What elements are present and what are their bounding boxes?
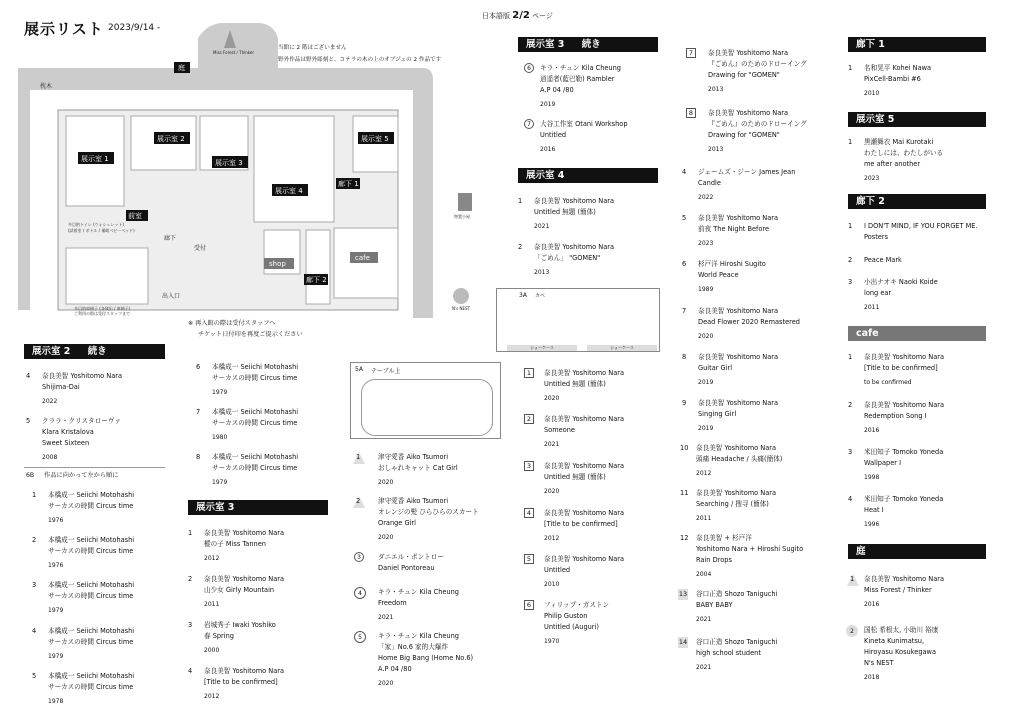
item-number: 1	[848, 138, 853, 146]
room-label-2: 展示室 2	[157, 135, 185, 143]
item-number: 2	[848, 401, 853, 409]
item-number: 8	[682, 353, 687, 361]
item-number: 8	[196, 453, 201, 461]
item-work: Untitled 無題 (簡体)	[544, 380, 606, 388]
item-artist: 奈良美智 Yoshitomo Nara	[544, 462, 624, 470]
item-year: 2020	[698, 333, 714, 340]
item-number: 7	[682, 307, 687, 315]
item-year: 2008	[42, 454, 58, 461]
table-sublabel: テーブル上	[371, 368, 401, 375]
item-work: 「ごめん」 "GOMEN"	[534, 254, 601, 262]
item-number: 3	[354, 552, 364, 562]
item-year: 2019	[698, 425, 714, 432]
item-work: high school student	[696, 649, 761, 657]
item-number: 1	[188, 529, 193, 537]
item-number: 7	[196, 408, 201, 416]
item-number: 2	[188, 575, 193, 583]
hall-label: 廊下	[164, 235, 177, 242]
section-title: 庭	[856, 546, 866, 557]
section-hall-2	[848, 194, 986, 209]
outdoor-work-label: Miss Forest / Thinker	[213, 50, 255, 55]
item-number: 6	[524, 63, 534, 73]
item-work: 樅の子 Miss Tannen	[204, 540, 266, 548]
item-work: [Title to be confirmed]	[864, 364, 938, 372]
item-work: PixCell-Bambi #6	[864, 75, 921, 83]
item-artist: 奈良美智 Yoshitomo Nara	[544, 415, 624, 423]
section-cafe	[848, 326, 986, 341]
item-artist: 奈良美智 Yoshitomo Nara	[534, 243, 614, 251]
item-number: 3	[524, 461, 534, 471]
section-room-3	[188, 500, 328, 515]
item-work: BABY BABY	[696, 601, 733, 609]
item-work: 逍遥者(藍巴勒) Rambler	[540, 75, 615, 83]
item-number: 2	[524, 414, 534, 424]
item-work: サーカスの時間 Circus time	[48, 683, 134, 691]
item-work: Untitled	[540, 131, 567, 139]
item-work: 山少女 Girly Mountain	[204, 586, 275, 594]
item-work: 「家」No.6 家的大爆炸	[378, 643, 448, 651]
item-number: 6	[524, 600, 534, 610]
item-work: Singing Girl	[698, 410, 737, 418]
item-work: オレンジの髪 ひらひらのスカート	[378, 508, 479, 516]
item-artist: クララ・クリスタローヴァ	[42, 417, 121, 425]
item-year: 2012	[696, 470, 712, 477]
wheelchair-label: 多目的車椅子 (各貸出 / 車椅子)	[74, 306, 131, 311]
hall-label-2: 廊下 2	[306, 276, 327, 284]
item-year: 2022	[42, 398, 58, 405]
item-year: 2010	[864, 90, 880, 97]
item-work: [Title to be confirmed]	[544, 520, 618, 528]
item-artist: 本橋成一 Seiichi Motohashi	[48, 627, 135, 635]
item-artist: 奈良美智 Yoshitomo Nara	[204, 529, 284, 537]
item-year: 2011	[204, 601, 220, 608]
item-number: 1	[518, 197, 523, 205]
table-5a-diagram	[350, 362, 501, 439]
restroom-label: 多目的トイレ (ウォシュレット)	[68, 222, 124, 227]
item-work: [Title to be confirmed]	[204, 678, 278, 686]
item-artist-alt: Philip Guston	[544, 612, 588, 620]
item-work: 頭痛 Headache / 头痛(簡体)	[696, 455, 783, 463]
item-work: Untitled	[544, 566, 571, 574]
hall-label-1: 廊下 1	[338, 180, 359, 188]
item-number: 5	[354, 631, 366, 643]
room-label-3: 展示室 3	[215, 159, 243, 167]
item-artist: 津守愛香 Aiko Tsumori	[378, 497, 449, 505]
item-artist: キラ・チュン Kila Cheung	[378, 588, 459, 596]
reentry-note-line: チケット日付印を再度ご提示ください	[198, 331, 303, 338]
section-room-4	[518, 168, 658, 183]
item-work: 春 Spring	[204, 632, 234, 640]
item-work: サーカスの時間 Circus time	[212, 464, 298, 472]
outdoor-work-label: N's NEST	[452, 306, 470, 311]
hall-2-area	[306, 230, 330, 304]
item-year: 1976	[48, 517, 64, 524]
item-work: 『ごめん』のためのドローイング	[708, 60, 807, 68]
item-number: 3	[32, 581, 37, 589]
item-number: 5	[26, 417, 31, 425]
item-artist: 本橋成一 Seiichi Motohashi	[48, 581, 135, 589]
item-number: 10	[680, 444, 689, 452]
item-work: サーカスの時間 Circus time	[212, 374, 298, 382]
room-4-area	[254, 116, 334, 222]
item-number: 7	[686, 48, 696, 58]
item-year: 2011	[864, 304, 880, 311]
item-artist-alt: Klara Kristalova	[42, 428, 94, 436]
item-number: 2	[356, 497, 361, 505]
item-artist: 名和晃平 Kohei Nawa	[864, 64, 932, 72]
item-artist: 奈良美智 Yoshitomo Nara	[696, 444, 776, 452]
item-year: 2019	[698, 379, 714, 386]
section-room-2-cont	[24, 344, 165, 359]
shop-label: shop	[269, 260, 286, 268]
item-work: Dead Flower 2020 Remastered	[698, 318, 800, 326]
item-work: サーカスの時間 Circus time	[48, 502, 134, 510]
item-number: 2	[32, 536, 37, 544]
page-number: 2/2	[512, 10, 530, 21]
item-edition: A.P 04 /80	[540, 86, 574, 94]
section-garden	[848, 544, 986, 559]
item-number: 4	[32, 627, 37, 635]
item-year: 1979	[48, 653, 64, 660]
item-work: Heat I	[864, 506, 884, 514]
item-year: 2000	[204, 647, 220, 654]
item-artist: 奈良美智 Yoshitomo Nara	[698, 214, 778, 222]
item-work: World Peace	[698, 271, 739, 279]
item-year: 2013	[534, 269, 550, 276]
item-note: to be confirmed	[864, 379, 912, 386]
item-year: 1989	[698, 286, 714, 293]
item-number: 2	[518, 243, 523, 251]
showcase-label: 3A	[519, 292, 527, 299]
garden-label: 庭	[178, 64, 185, 72]
item-work: おしゃれキャット Cat Girl	[378, 464, 458, 472]
item-artist-alt: Kineta Kunimatsu,	[864, 637, 925, 645]
item-number: 1	[848, 222, 853, 230]
lobby-label: 前室	[128, 212, 142, 220]
item-artist: 奈良美智 Yoshitomo Nara	[204, 667, 284, 675]
item-artist: 奈良美智 Yoshitomo Nara	[204, 575, 284, 583]
item-artist: 谷口正造 Shozo Taniguchi	[696, 638, 778, 646]
item-work: 前夜 The Night Before	[698, 225, 770, 233]
item-year: 2004	[696, 571, 712, 578]
item-year: 1979	[48, 607, 64, 614]
makuragi-label: 枕木	[40, 83, 53, 90]
subsection-text: 作品に向かって左から順に	[44, 472, 119, 479]
item-artist: 本橋成一 Seiichi Motohashi	[48, 491, 135, 499]
item-artist: 奈良美智 Yoshitomo Nara	[544, 509, 624, 517]
item-number: 2	[848, 256, 853, 264]
item-number: 5	[32, 672, 37, 680]
item-artist: 奈良美智 Yoshitomo Nara	[42, 372, 122, 380]
item-number: 3	[848, 448, 853, 456]
item-year: 2021	[544, 441, 560, 448]
table-outline	[361, 379, 493, 436]
item-number: 4	[26, 372, 31, 380]
item-number: 4	[524, 508, 534, 518]
item-artist: 杉戸洋 Hiroshi Sugito	[698, 260, 766, 268]
section-room-3-cont	[518, 37, 658, 52]
item-year: 1980	[212, 434, 228, 441]
section-title: 展示室 4	[526, 170, 565, 181]
showcase-right: ショーケース	[587, 345, 657, 351]
item-year: 2012	[204, 555, 220, 562]
item-year: 2013	[708, 146, 724, 153]
item-year: 2018	[864, 674, 880, 681]
room-label-1: 展示室 1	[81, 155, 109, 163]
item-number: 1	[850, 575, 855, 583]
item-artist: 奈良美智 Yoshitomo Nara	[864, 575, 944, 583]
item-work: Candle	[698, 179, 721, 187]
subsection-label: 6B	[26, 472, 35, 479]
item-work: サーカスの時間 Circus time	[212, 419, 298, 427]
item-work: サーカスの時間 Circus time	[48, 547, 134, 555]
item-work-alt: Orange Girl	[378, 519, 416, 527]
item-year: 1970	[544, 638, 560, 645]
section-title: 廊下 1	[856, 39, 885, 50]
entrance-label: 出入口	[162, 293, 181, 300]
item-year: 2021	[696, 616, 712, 623]
item-artist: 岩城秀子 Iwaki Yoshiko	[204, 621, 276, 629]
item-work: Redemption Song I	[864, 412, 927, 420]
item-year: 2012	[204, 693, 220, 700]
item-number: 6	[196, 363, 201, 371]
item-work: Untitled 無題 (簡体)	[544, 473, 606, 481]
item-work: Miss Forest / Thinker	[864, 586, 932, 594]
item-year: 2016	[864, 601, 880, 608]
item-artist: 黒瀬舞衣 Mai Kurotaki	[864, 138, 934, 146]
item-artist: 本橋成一 Seiichi Motohashi	[48, 672, 135, 680]
item-artist: 奈良美智 Yoshitomo Nara	[698, 353, 778, 361]
item-number: 13	[678, 590, 688, 598]
item-artist: 奈良美智 Yoshitomo Nara	[864, 353, 944, 361]
item-number: 2	[846, 625, 858, 637]
item-artist: 国松 希根太, 小助川 裕康	[864, 626, 939, 634]
item-artist: フィリップ・ガストン	[544, 601, 610, 609]
item-year: 1978	[48, 698, 64, 705]
item-artist: 奈良美智 + 杉戸洋	[696, 534, 752, 542]
item-work: Someone	[544, 426, 575, 434]
showcase-sublabel: カベ	[535, 293, 546, 299]
item-artist: 本橋成一 Seiichi Motohashi	[212, 408, 299, 416]
room-label-4: 展示室 4	[275, 187, 303, 195]
item-number: 4	[682, 168, 687, 176]
section-room-5	[848, 112, 986, 127]
divider	[24, 467, 165, 468]
floor-plan-map	[18, 18, 470, 318]
item-artist: ジェームズ・ジーン James Jean	[698, 168, 796, 176]
item-number: 9	[682, 399, 687, 407]
section-title: 廊下 2	[856, 196, 885, 207]
item-work: サーカスの時間 Circus time	[48, 638, 134, 646]
item-year: 2020	[544, 395, 560, 402]
legend-item: 当館に 2 階はございません	[278, 45, 347, 51]
page-title: 展示リスト	[24, 20, 104, 38]
item-work: Guitar Girl	[698, 364, 733, 372]
item-year: 2016	[540, 146, 556, 153]
section-title: 展示室 5	[856, 114, 895, 125]
item-edition: A.P 04 /80	[378, 665, 412, 673]
tree-icon	[453, 288, 469, 304]
item-work: Daniel Pontoreau	[378, 564, 435, 572]
item-artist: 小出ナオキ Naoki Koide	[864, 278, 938, 286]
section-title: 展示室 3	[196, 502, 235, 513]
shed-icon	[458, 193, 472, 211]
section-cont: 続き	[87, 346, 107, 357]
item-work-alt: me after another	[864, 160, 921, 168]
item-artist: 奈良美智 Yoshitomo Nara	[864, 401, 944, 409]
item-artist: 奈良美智 Yoshitomo Nara	[544, 555, 624, 563]
item-work: Untitled (Auguri)	[544, 623, 599, 631]
item-artist: 米田知子 Tomoko Yoneda	[864, 495, 944, 503]
item-work: Posters	[864, 233, 888, 241]
item-artist: 奈良美智 Yoshitomo Nara	[696, 489, 776, 497]
item-number: 5	[524, 554, 534, 564]
item-artist: キラ・チュン Kila Cheung	[378, 632, 459, 640]
item-number: 1	[524, 368, 534, 378]
item-artist: 奈良美智 Yoshitomo Nara	[534, 197, 614, 205]
legend-item: 野外作品は野外彫刻と、コテラの木の上のオブジェの 2 作品です	[278, 57, 442, 63]
item-number: 12	[680, 534, 689, 542]
item-number: 4	[354, 587, 366, 599]
item-year: 2021	[378, 614, 394, 621]
item-work: Freedom	[378, 599, 407, 607]
section-hall-1	[848, 37, 986, 52]
item-artist-alt: Yoshitomo Nara + Hiroshi Sugito	[696, 545, 804, 553]
item-work-alt: Home Big Bang (Home No.6)	[378, 654, 474, 662]
item-work: Wallpaper I	[864, 459, 902, 467]
walkway-left	[18, 80, 30, 310]
item-year: 2020	[378, 479, 394, 486]
restroom-area	[66, 248, 148, 304]
item-number: 3	[188, 621, 193, 629]
item-work: Shijima-Dai	[42, 383, 80, 391]
item-artist: 奈良美智 Yoshitomo Nara	[698, 307, 778, 315]
item-artist: 本橋成一 Seiichi Motohashi	[212, 363, 299, 371]
item-number: 4	[188, 667, 193, 675]
item-year: 2020	[544, 488, 560, 495]
item-work: Searching / 搜寻 (簡体)	[696, 500, 769, 508]
item-year: 2016	[864, 427, 880, 434]
reception-label: 受付	[194, 245, 207, 252]
item-work: サーカスの時間 Circus time	[48, 592, 134, 600]
item-year: 2020	[378, 680, 394, 687]
item-year: 2010	[544, 581, 560, 588]
date-range: 2023/9/14 -	[108, 23, 161, 33]
table-label: 5A	[355, 366, 363, 373]
showcase-3a-diagram	[496, 288, 660, 352]
showcase-left: ショーケース	[507, 345, 577, 351]
item-year: 2022	[698, 194, 714, 201]
item-work: Sweet Sixteen	[42, 439, 90, 447]
item-number: 11	[680, 489, 689, 497]
item-year: 2013	[708, 86, 724, 93]
item-artist: 奈良美智 Yoshitomo Nara	[708, 109, 788, 117]
page-indicator	[482, 10, 553, 21]
item-year: 2011	[696, 515, 712, 522]
item-year: 1996	[864, 521, 880, 528]
item-artist: キラ・チュン Kila Cheung	[540, 64, 621, 72]
section-title: 展示室 2	[32, 346, 71, 357]
shed-label: 物置小屋	[454, 214, 470, 219]
item-number: 7	[524, 119, 534, 129]
cafe-label: cafe	[355, 254, 370, 262]
reentry-note-line: ※ 再入館の際は受付スタッフへ	[188, 320, 276, 327]
item-number: 5	[682, 214, 687, 222]
item-artist: ダニエル・ポントロー	[378, 553, 444, 561]
section-cont: 続き	[581, 39, 601, 50]
item-work-alt: Drawing for "GOMEN"	[708, 71, 780, 79]
item-year: 2021	[534, 223, 550, 230]
item-artist: 奈良美智 Yoshitomo Nara	[698, 399, 778, 407]
item-artist: Peace Mark	[864, 256, 902, 264]
item-year: 2012	[544, 535, 560, 542]
item-artist: 米田知子 Tomoko Yoneda	[864, 448, 944, 456]
item-artist: I DON'T MIND, IF YOU FORGET ME.	[864, 222, 978, 230]
page-suffix: ページ	[532, 12, 553, 20]
item-number: 1	[356, 453, 361, 461]
reentry-note	[188, 318, 303, 340]
item-number: 1	[848, 64, 853, 72]
item-artist: 本橋成一 Seiichi Motohashi	[48, 536, 135, 544]
item-number: 4	[848, 495, 853, 503]
subsection-6b	[26, 470, 118, 479]
item-artist: 奈良美智 Yoshitomo Nara	[544, 369, 624, 377]
item-artist: 奈良美智 Yoshitomo Nara	[708, 49, 788, 57]
item-artist: 谷口正造 Shozo Taniguchi	[696, 590, 778, 598]
item-work: N's NEST	[864, 659, 894, 667]
item-year: 1979	[212, 479, 228, 486]
item-work: long ear	[864, 289, 892, 297]
wheelchair-label-2: ご利用の際は受付スタッフまで	[74, 311, 130, 316]
item-year: 2023	[698, 240, 714, 247]
item-number: 6	[682, 260, 687, 268]
item-artist: 津守愛香 Aiko Tsumori	[378, 453, 449, 461]
item-number: 1	[848, 353, 853, 361]
item-number: 3	[848, 278, 853, 286]
item-year: 2019	[540, 101, 556, 108]
item-number: 14	[678, 638, 688, 646]
item-year: 1976	[48, 562, 64, 569]
item-number: 1	[32, 491, 37, 499]
item-work: 『ごめん』のためのドローイング	[708, 120, 807, 128]
item-year: 2020	[378, 534, 394, 541]
item-work: Rain Drops	[696, 556, 732, 564]
item-artist: 大谷工作室 Otani Workshop	[540, 120, 628, 128]
item-number: 8	[686, 108, 696, 118]
section-title: 展示室 3	[526, 39, 565, 50]
item-work: わたしには、わたしがいる	[864, 149, 944, 157]
item-work: Untitled 無題 (簡体)	[534, 208, 596, 216]
item-artist: 本橋成一 Seiichi Motohashi	[212, 453, 299, 461]
item-year: 1998	[864, 474, 880, 481]
room-label-5: 展示室 5	[361, 135, 389, 143]
restroom-label-2: (試着室 / ボトル / 補助ベビーベッド)	[68, 228, 135, 233]
item-year: 2023	[864, 175, 880, 182]
item-year: 1979	[212, 389, 228, 396]
item-artist-alt: Hiroyasu Kosukegawa	[864, 648, 936, 656]
language-label: 日本語版	[482, 12, 510, 20]
section-title: cafe	[856, 328, 879, 339]
item-year: 2021	[696, 664, 712, 671]
item-work-alt: Drawing for "GOMEN"	[708, 131, 780, 139]
